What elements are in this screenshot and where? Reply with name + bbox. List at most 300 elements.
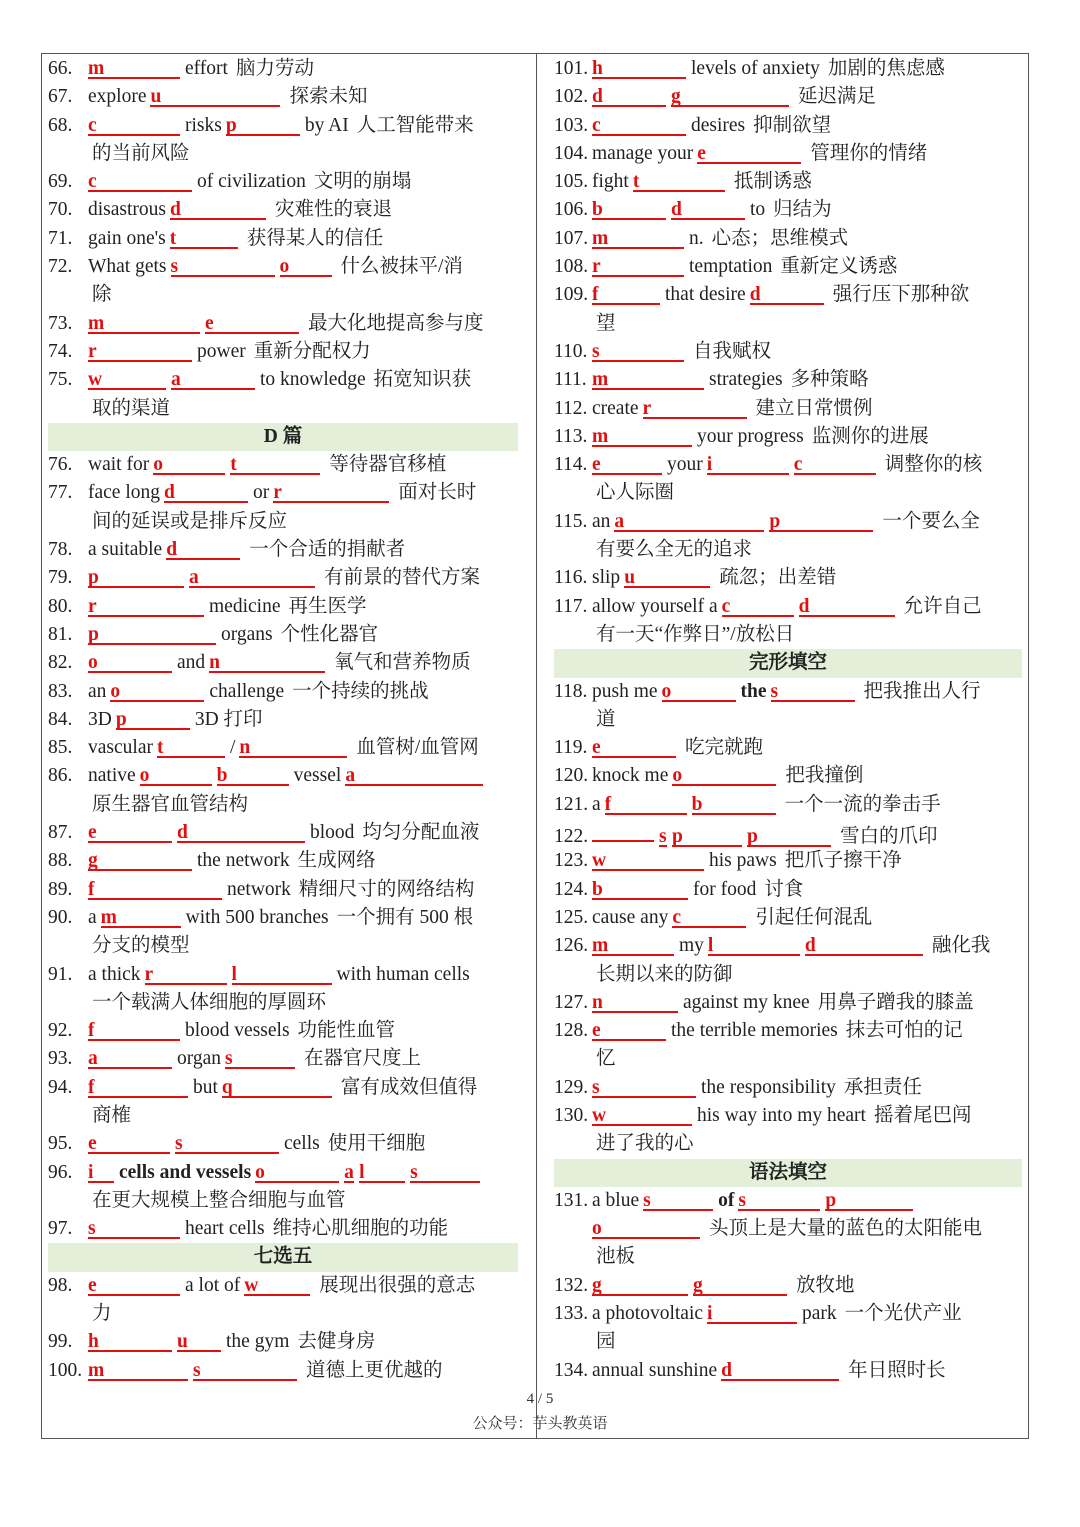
- chinese-meaning: 归结为: [773, 199, 832, 221]
- answer-blank[interactable]: l: [232, 962, 332, 985]
- vocab-entry: [554, 564, 1022, 592]
- answer-blank[interactable]: p: [88, 622, 216, 645]
- answer-blank[interactable]: o: [672, 763, 776, 786]
- answer-blank[interactable]: s: [410, 1160, 480, 1183]
- answer-blank[interactable]: d: [177, 820, 305, 843]
- answer-blank[interactable]: w: [88, 367, 166, 390]
- entry-continuation: [48, 508, 518, 536]
- answer-blank[interactable]: d: [170, 197, 266, 220]
- entry-number: 125.: [554, 906, 589, 928]
- answer-blank[interactable]: s: [592, 339, 684, 362]
- chinese-meaning: 生成网络: [297, 850, 376, 872]
- answer-blank[interactable]: f: [88, 1075, 188, 1098]
- answer-blank[interactable]: g: [693, 1273, 787, 1296]
- answer-blank[interactable]: e: [205, 311, 299, 334]
- chinese-meaning: 池板: [596, 1246, 636, 1268]
- phrase-text: with human cells: [336, 963, 470, 985]
- vocab-entry: [48, 479, 518, 507]
- answer-blank[interactable]: t: [230, 452, 320, 475]
- answer-blank[interactable]: a: [614, 509, 764, 532]
- chinese-meaning: 抹去可怕的记: [845, 1020, 963, 1042]
- phrase-text: power: [197, 340, 246, 362]
- chinese-meaning: 精细尺寸的网络结构: [298, 878, 475, 900]
- answer-blank[interactable]: b: [592, 877, 688, 900]
- chinese-meaning: 文明的崩塌: [313, 171, 412, 193]
- chinese-meaning: 延迟满足: [798, 86, 877, 108]
- phrase-text: cells: [284, 1133, 320, 1155]
- answer-blank[interactable]: i: [88, 1160, 114, 1183]
- chinese-meaning: 商榷: [92, 1104, 132, 1126]
- answer-blank[interactable]: h: [592, 56, 686, 79]
- phrase-text: vascular: [88, 737, 153, 759]
- answer-blank[interactable]: l: [359, 1160, 405, 1183]
- entry-number: 69.: [48, 171, 73, 193]
- answer-blank[interactable]: w: [244, 1273, 310, 1296]
- vocab-entry: [554, 225, 1022, 253]
- answer-blank[interactable]: s: [193, 1358, 297, 1381]
- answer-blank[interactable]: b: [592, 197, 666, 220]
- answer-blank[interactable]: t: [170, 226, 238, 249]
- vocab-entry: [48, 649, 518, 677]
- entry-number: 101.: [554, 58, 589, 79]
- entry-number: 132.: [554, 1274, 589, 1296]
- answer-blank[interactable]: m: [88, 311, 200, 334]
- phrase-text: his paws: [709, 850, 777, 872]
- phrase-text: and: [177, 652, 206, 674]
- chinese-meaning: 展现出很强的意志: [319, 1274, 476, 1296]
- chinese-meaning: 忆: [596, 1048, 616, 1070]
- answer-blank[interactable]: a: [171, 367, 255, 390]
- answer-blank[interactable]: m: [592, 367, 704, 390]
- answer-blank[interactable]: o: [110, 679, 204, 702]
- entry-number: 82.: [48, 652, 73, 674]
- vocab-entry: [554, 1300, 1022, 1328]
- vocab-entry: [554, 819, 1022, 847]
- phrase-text: create: [592, 397, 639, 419]
- left-column: [48, 55, 518, 1385]
- answer-blank[interactable]: e: [88, 1131, 170, 1154]
- answer-blank[interactable]: a: [189, 565, 315, 588]
- answer-blank[interactable]: o: [153, 452, 225, 475]
- chinese-meaning: 道: [596, 708, 616, 730]
- answer-blank[interactable]: p: [769, 509, 873, 532]
- answer-blank[interactable]: p: [825, 1188, 913, 1211]
- answer-blank[interactable]: e: [697, 141, 801, 164]
- phrase-text: 3D 打印: [194, 708, 263, 730]
- vocab-entry: [48, 564, 518, 592]
- answer-blank[interactable]: u: [150, 84, 280, 107]
- chinese-meaning: 间的延误或是排斥反应: [92, 510, 288, 532]
- vocab-entry: [554, 395, 1022, 423]
- entry-number: 130.: [554, 1104, 589, 1126]
- entry-number: 102.: [554, 86, 589, 108]
- entry-number: 114.: [554, 454, 588, 476]
- entry-continuation: [554, 961, 1022, 989]
- entry-number: 109.: [554, 284, 589, 306]
- section-header: 七选五: [48, 1243, 518, 1271]
- entry-continuation: [554, 1130, 1022, 1158]
- phrase-text: a suitable: [88, 539, 163, 561]
- phrase-text: What gets: [88, 256, 167, 278]
- entry-number: 110.: [554, 340, 588, 362]
- entry-number: 71.: [48, 227, 73, 249]
- answer-blank[interactable]: n: [592, 990, 678, 1013]
- answer-blank[interactable]: r: [145, 962, 227, 985]
- answer-blank[interactable]: r: [88, 594, 204, 617]
- phrase-text: gain one's: [88, 227, 166, 249]
- answer-blank[interactable]: e: [592, 452, 662, 475]
- vocab-entry: [48, 961, 518, 989]
- entry-number: 93.: [48, 1048, 73, 1070]
- answer-blank[interactable]: s: [88, 1216, 180, 1239]
- answer-blank[interactable]: p: [88, 565, 184, 588]
- answer-blank[interactable]: f: [592, 282, 660, 305]
- vocab-entry: [554, 508, 1022, 536]
- answer-blank[interactable]: i: [707, 452, 789, 475]
- vocab-entry: [554, 1187, 1022, 1215]
- answer-blank[interactable]: e: [592, 735, 676, 758]
- phrase-text: but: [193, 1076, 218, 1098]
- vocab-entry: [48, 1215, 518, 1243]
- answer-blank[interactable]: m: [88, 56, 180, 79]
- chinese-meaning: 放牧地: [796, 1274, 855, 1296]
- phrase-text: my: [679, 935, 704, 957]
- answer-blank[interactable]: c: [88, 169, 192, 192]
- vocab-entry: [48, 225, 518, 253]
- chinese-meaning: 面对长时: [398, 482, 477, 504]
- entry-number: 120.: [554, 765, 589, 787]
- answer-blank[interactable]: s: [171, 254, 275, 277]
- answer-blank[interactable]: d: [799, 594, 895, 617]
- phrase-text: wait for: [88, 454, 150, 476]
- chinese-meaning: 一个光伏产业: [844, 1303, 962, 1325]
- chinese-meaning: 拓宽知识获: [373, 369, 472, 391]
- page-number: 4 / 5: [526, 1391, 554, 1407]
- answer-blank[interactable]: s: [738, 1188, 820, 1211]
- chinese-meaning: 一个拥有 500 根: [336, 906, 474, 928]
- entry-number: 103.: [554, 114, 589, 136]
- vocab-entry: [554, 423, 1022, 451]
- answer-blank[interactable]: u: [624, 565, 710, 588]
- answer-blank[interactable]: b: [217, 763, 289, 786]
- entry-number: 70.: [48, 199, 73, 221]
- answer-blank[interactable]: r: [273, 480, 389, 503]
- entry-continuation: [554, 1215, 1022, 1243]
- answer-blank[interactable]: m: [592, 933, 674, 956]
- answer-blank[interactable]: s: [771, 679, 855, 702]
- entry-number: 113.: [554, 425, 588, 447]
- phrase-text: native: [88, 765, 136, 787]
- entry-number: 94.: [48, 1076, 73, 1098]
- chinese-meaning: 有要么全无的追求: [596, 539, 753, 561]
- phrase-text: by AI: [304, 114, 349, 136]
- phrase-text: slip: [592, 567, 621, 589]
- answer-blank[interactable]: e: [88, 820, 172, 843]
- phrase-text: fight: [592, 171, 629, 193]
- chinese-meaning: 把我推出人行: [863, 680, 981, 702]
- phrase-text: organs: [221, 623, 273, 645]
- entry-continuation: [554, 706, 1022, 734]
- entry-continuation: [48, 989, 518, 1017]
- answer-blank[interactable]: e: [88, 1273, 180, 1296]
- answer-blank[interactable]: c: [88, 113, 180, 136]
- entry-number: 84.: [48, 708, 73, 730]
- chinese-meaning: 讨食: [764, 878, 804, 900]
- answer-blank[interactable]: l: [708, 933, 800, 956]
- answer-blank[interactable]: d: [721, 1358, 839, 1381]
- answer-blank[interactable]: p: [116, 707, 190, 730]
- answer-blank[interactable]: s: [175, 1131, 279, 1154]
- answer-blank[interactable]: p: [672, 824, 742, 847]
- chinese-meaning: 头顶上是大量的蓝色的太阳能电: [709, 1218, 983, 1240]
- answer-blank[interactable]: n: [209, 650, 325, 673]
- answer-blank[interactable]: a: [344, 1161, 354, 1183]
- phrase-text: annual sunshine: [592, 1359, 718, 1381]
- chinese-meaning: 雪白的爪印: [840, 826, 938, 848]
- column-divider: [536, 53, 537, 1439]
- chinese-meaning: 心人际圈: [596, 482, 675, 504]
- answer-blank[interactable]: o: [280, 254, 332, 277]
- chinese-meaning: 用鼻子蹭我的膝盖: [817, 991, 974, 1013]
- entry-continuation: [554, 536, 1022, 564]
- chinese-meaning: 脑力劳动: [235, 58, 314, 79]
- phrase-text: the network: [197, 850, 290, 872]
- answer-blank[interactable]: w: [592, 848, 704, 871]
- entry-number: 79.: [48, 567, 73, 589]
- answer-blank[interactable]: a: [88, 1046, 172, 1069]
- chinese-meaning: 抑制欲望: [753, 114, 832, 136]
- answer-blank[interactable]: e: [592, 1018, 666, 1041]
- entry-number: 77.: [48, 482, 73, 504]
- vocab-entry: [554, 932, 1022, 960]
- answer-blank[interactable]: u: [177, 1329, 221, 1352]
- chinese-meaning: 承担责任: [843, 1076, 922, 1098]
- phrase-text: knock me: [592, 765, 669, 787]
- section-header: 语法填空: [554, 1159, 1022, 1187]
- chinese-meaning: 自我赋权: [693, 340, 772, 362]
- vocab-entry: [48, 593, 518, 621]
- phrase-text: park: [802, 1303, 837, 1325]
- chinese-meaning: 氧气和营养物质: [334, 652, 471, 674]
- chinese-meaning: 吃完就跑: [685, 737, 764, 759]
- phrase-text: the terrible memories: [671, 1020, 838, 1042]
- chinese-meaning: 人工智能带来: [356, 114, 474, 136]
- answer-blank[interactable]: o: [662, 679, 736, 702]
- answer-blank[interactable]: d: [671, 197, 745, 220]
- phrase-text: the: [740, 680, 767, 702]
- answer-blank[interactable]: g: [671, 84, 789, 107]
- answer-blank[interactable]: d: [166, 537, 240, 560]
- answer-blank[interactable]: d: [164, 480, 248, 503]
- answer-blank[interactable]: m: [592, 226, 684, 249]
- entry-number: 96.: [48, 1161, 73, 1183]
- phrase-text: allow yourself a: [592, 595, 718, 617]
- vocab-entry: [48, 196, 518, 224]
- vocab-entry: [554, 281, 1022, 309]
- phrase-text: to knowledge: [260, 369, 366, 391]
- chinese-meaning: 望: [596, 312, 616, 334]
- entry-continuation: [48, 281, 518, 309]
- chinese-meaning: 使用干细胞: [327, 1133, 426, 1155]
- answer-blank[interactable]: o: [88, 650, 172, 673]
- vocab-entry: [554, 168, 1022, 196]
- answer-blank[interactable]: [592, 819, 654, 842]
- entry-continuation: [48, 395, 518, 423]
- answer-blank[interactable]: g: [88, 848, 192, 871]
- vocab-entry: [48, 310, 518, 338]
- answer-blank[interactable]: m: [592, 424, 692, 447]
- entry-number: 88.: [48, 850, 73, 872]
- entry-continuation: [48, 140, 518, 168]
- entry-number: 123.: [554, 850, 589, 872]
- answer-blank[interactable]: c: [592, 113, 686, 136]
- answer-blank[interactable]: c: [672, 905, 746, 928]
- chinese-meaning: 原生器官血管结构: [92, 793, 249, 815]
- answer-blank[interactable]: f: [88, 1018, 180, 1041]
- vocab-entry: [554, 366, 1022, 394]
- chinese-meaning: 什么被抹平/消: [340, 256, 463, 278]
- entry-continuation: [48, 1102, 518, 1130]
- vocab-entry: [554, 847, 1022, 875]
- answer-blank[interactable]: r: [643, 396, 747, 419]
- entry-number: 105.: [554, 171, 589, 193]
- chinese-meaning: 把爪子擦干净: [784, 850, 902, 872]
- section-header: D 篇: [48, 423, 518, 451]
- vocab-entry: [48, 1130, 518, 1158]
- answer-blank[interactable]: f: [605, 792, 687, 815]
- vocab-entry: [554, 1017, 1022, 1045]
- vocab-entry: [48, 1328, 518, 1356]
- phrase-text: your: [667, 454, 703, 476]
- answer-blank[interactable]: o: [140, 763, 212, 786]
- answer-blank[interactable]: p: [747, 824, 831, 847]
- chinese-meaning: 在更大规模上整合细胞与血管: [92, 1189, 346, 1211]
- entry-continuation: [554, 1243, 1022, 1271]
- chinese-meaning: 一个要么全: [882, 510, 980, 532]
- vocab-entry: [554, 1074, 1022, 1102]
- vocab-entry: [48, 904, 518, 932]
- chinese-meaning: 一个合适的捐献者: [249, 539, 406, 561]
- vocab-entry: [554, 55, 1022, 83]
- chinese-meaning: 灾难性的衰退: [275, 199, 393, 221]
- phrase-text: n.: [689, 227, 704, 249]
- entry-number: 89.: [48, 878, 73, 900]
- vocab-entry: [48, 706, 518, 734]
- phrase-text: blood: [310, 822, 355, 844]
- answer-blank[interactable]: d: [750, 282, 824, 305]
- answer-blank[interactable]: g: [592, 1273, 688, 1296]
- chinese-meaning: 重新分配权力: [253, 340, 371, 362]
- answer-blank[interactable]: c: [722, 594, 794, 617]
- entry-continuation: [48, 932, 518, 960]
- chinese-meaning: 允许自己: [903, 595, 982, 617]
- entry-number: 121.: [554, 793, 589, 815]
- entry-number: 75.: [48, 369, 73, 391]
- phrase-text: network: [227, 878, 291, 900]
- phrase-text: strategies: [709, 369, 783, 391]
- vocab-entry: [554, 253, 1022, 281]
- entry-number: 99.: [48, 1331, 73, 1353]
- answer-blank[interactable]: c: [794, 452, 876, 475]
- chinese-meaning: 进了我的心: [596, 1133, 694, 1155]
- entry-continuation: [554, 479, 1022, 507]
- vocab-entry: [48, 847, 518, 875]
- phrase-text: cause any: [592, 906, 669, 928]
- entry-continuation: [554, 1045, 1022, 1073]
- vocab-entry: [48, 253, 518, 281]
- vocab-entry: [48, 1357, 518, 1385]
- chinese-meaning: 富有成效但值得: [340, 1076, 478, 1098]
- entry-number: 100.: [48, 1359, 83, 1381]
- answer-blank[interactable]: i: [707, 1301, 797, 1324]
- vocab-entry: [48, 366, 518, 394]
- entry-number: 107.: [554, 227, 589, 249]
- phrase-text: face long: [88, 482, 161, 504]
- chinese-meaning: 在器官尺度上: [304, 1048, 422, 1070]
- phrase-text: your progress: [697, 425, 804, 447]
- answer-blank[interactable]: o: [255, 1160, 339, 1183]
- answer-blank[interactable]: r: [88, 339, 192, 362]
- entry-number: 76.: [48, 454, 73, 476]
- answer-blank[interactable]: t: [157, 735, 225, 758]
- answer-blank[interactable]: d: [592, 84, 666, 107]
- answer-blank[interactable]: n: [239, 735, 347, 758]
- phrase-text: heart cells: [185, 1218, 265, 1240]
- vocab-entry: [48, 112, 518, 140]
- answer-blank[interactable]: s: [659, 826, 667, 848]
- publisher-footer: 公众号：芋头教英语: [472, 1416, 608, 1432]
- answer-blank[interactable]: s: [592, 1075, 696, 1098]
- answer-blank[interactable]: b: [692, 792, 776, 815]
- phrase-text: an: [592, 510, 611, 532]
- vocab-entry: [554, 791, 1022, 819]
- phrase-text: a blue: [592, 1189, 640, 1211]
- vocab-entry: [48, 734, 518, 762]
- chinese-meaning: 抵制诱惑: [733, 171, 812, 193]
- entry-continuation: [48, 1300, 518, 1328]
- answer-blank[interactable]: m: [88, 1358, 188, 1381]
- answer-blank[interactable]: q: [222, 1075, 332, 1098]
- answer-blank[interactable]: s: [225, 1046, 295, 1069]
- answer-blank[interactable]: d: [805, 933, 923, 956]
- answer-blank[interactable]: s: [643, 1188, 713, 1211]
- chinese-meaning: 把我撞倒: [785, 765, 864, 787]
- phrase-text: desires: [691, 114, 746, 136]
- entry-number: 90.: [48, 906, 73, 928]
- vocab-entry: [554, 83, 1022, 111]
- answer-blank[interactable]: f: [88, 877, 222, 900]
- answer-blank[interactable]: a: [345, 763, 483, 786]
- vocab-entry: [554, 196, 1022, 224]
- answer-blank[interactable]: m: [101, 905, 181, 928]
- entry-number: 117.: [554, 595, 588, 617]
- vocab-entry: [554, 678, 1022, 706]
- entry-number: 104.: [554, 142, 589, 164]
- answer-blank[interactable]: o: [592, 1216, 700, 1239]
- chinese-meaning: 监测你的进展: [811, 425, 929, 447]
- answer-blank[interactable]: t: [633, 169, 725, 192]
- vocab-entry: [48, 338, 518, 366]
- phrase-text: medicine: [209, 595, 281, 617]
- answer-blank[interactable]: h: [88, 1329, 172, 1352]
- chinese-meaning: 获得某人的信任: [246, 227, 384, 249]
- phrase-text: effort: [185, 58, 228, 79]
- entry-number: 72.: [48, 256, 73, 278]
- answer-blank[interactable]: p: [226, 113, 300, 136]
- answer-blank[interactable]: w: [592, 1103, 692, 1126]
- answer-blank[interactable]: r: [592, 254, 684, 277]
- phrase-text: a: [88, 906, 97, 928]
